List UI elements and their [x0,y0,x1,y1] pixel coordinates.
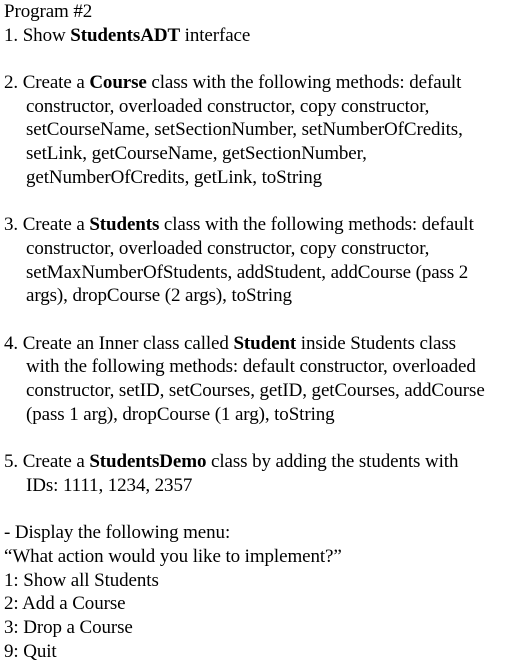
item-5-heading [4,450,529,474]
item-5-line: IDs: 1111, 1234, 2357 [26,474,193,496]
item-2-line: getNumberOfCredits, getLink, toString [26,166,323,188]
item-2-heading [4,71,529,95]
item-2-line: setLink, getCourseName, getSectionNumber, [26,143,367,165]
item-3-prefix: 3. Create a [4,214,90,236]
item-1 [4,24,529,48]
menu-option: 9: Quit [4,640,57,662]
item-3-heading [4,213,529,237]
item-5-bold: StudentsDemo [89,451,207,473]
item-2-prefix: 2. Create a [4,72,90,94]
item-4-heading [4,332,529,356]
spacer [4,426,529,450]
item-4-line: constructor, setID, setCourses, getID, getCourses, addCourse [26,380,485,401]
item-3-bold: Students [89,214,160,236]
item-3-line: constructor, overloaded constructor, copy constructor, [26,237,430,259]
menu-option: 3: Drop a Course [4,616,133,638]
item-1-prefix: 1. Show [4,24,71,46]
item-2-suffix: class with the following methods: default [146,72,462,94]
item-4-line: with the following methods: default constructor, overloaded [26,356,476,378]
item-5-prefix: 5. Create a [4,451,90,473]
item-4-prefix: 4. Create an Inner class called [4,332,234,354]
menu-intro: - Display the following menu: [4,522,231,544]
item-3-line: args), dropCourse (2 args), toString [26,285,292,307]
item-3-line: setMaxNumberOfStudents, addStudent, addCourse (pass 2 [26,261,469,283]
item-2-bold: Course [89,72,147,94]
menu-option: 2: Add a Course [4,593,126,615]
menu-option: 1: Show all Students [4,569,159,591]
menu-question: “What action would you like to implement?” [4,545,342,567]
item-2-line: setCourseName, setSectionNumber, setNumberOfCredits, [26,119,463,141]
item-2-line: constructor, overloaded constructor, copy constructor, [26,95,430,117]
spacer [4,47,529,71]
item-4-line: (pass 1 arg), dropCourse (1 arg), toString [26,403,335,425]
item-1-suffix: interface [180,24,251,46]
item-5-suffix: class by adding the students with [206,451,459,473]
spacer [4,308,529,332]
spacer [4,497,529,521]
item-4-bold: Student [233,332,297,354]
item-3-suffix: class with the following methods: default [159,214,474,236]
assignment-document [4,0,529,663]
program-title: Program #2 [4,1,93,22]
item-4-suffix: inside Students class [296,332,456,354]
item-1-bold: StudentsADT [70,24,181,46]
spacer [4,190,529,214]
